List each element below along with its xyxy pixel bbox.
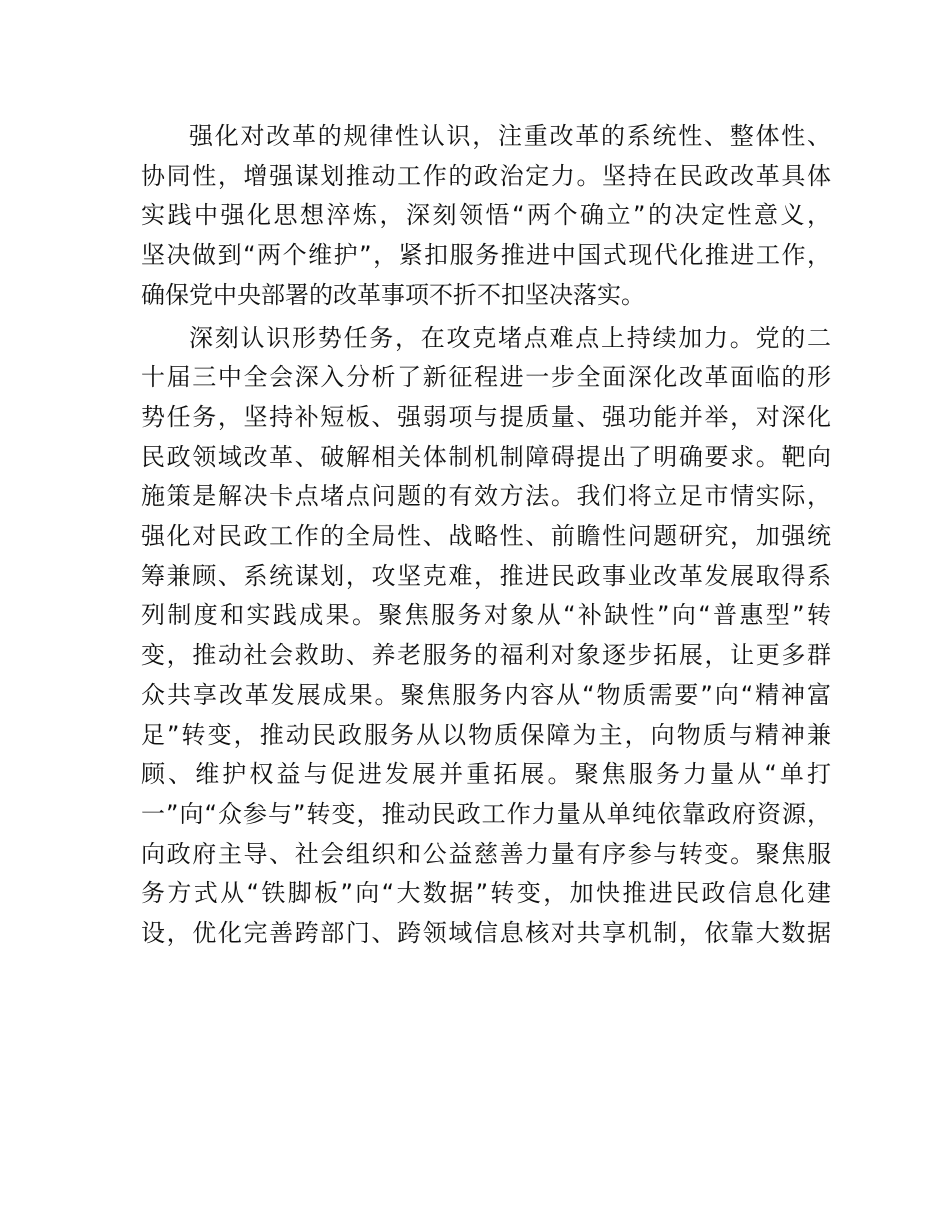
text-line: 施策是解决卡点堵点问题的有效方法。我们将立足市情实际， [141,482,831,511]
paragraph-2 [141,319,831,954]
text-line: 众共享改革发展成果。聚焦服务内容从“物质需要”向“精神富 [141,680,831,709]
text-line: 民政领域改革、破解相关体制机制障碍提出了明确要求。靶向 [141,442,831,471]
text-line: 一”向“众参与”转变，推动民政工作力量从单纯依靠政府资源， [141,799,831,828]
text-line: 向政府主导、社会组织和公益慈善力量有序参与转变。聚焦服 [141,839,831,868]
text-line: 协同性，增强谋划推动工作的政治定力。坚持在民政改革具体 [141,161,831,190]
text-line: 强化对改革的规律性认识，注重改革的系统性、整体性、 [189,122,831,150]
text-line: 实践中强化思想淬炼，深刻领悟“两个确立”的决定性意义， [141,201,831,230]
text-line: 列制度和实践成果。聚焦服务对象从“补缺性”向“普惠型”转 [141,601,831,630]
text-line: 设，优化完善跨部门、跨领域信息核对共享机制，依靠大数据 [141,919,831,948]
text-line: 顾、维护权益与促进发展并重拓展。聚焦服务力量从“单打 [141,760,831,789]
text-line: 强化对民政工作的全局性、战略性、前瞻性问题研究，加强统 [141,522,831,551]
text-line: 十届三中全会深入分析了新征程进一步全面深化改革面临的形 [141,363,831,392]
document-body [141,117,831,954]
text-line: 深刻认识形势任务，在攻克堵点难点上持续加力。党的二 [189,323,831,352]
paragraph-1 [141,117,831,316]
text-line: 筹兼顾、系统谋划，攻坚克难，推进民政事业改革发展取得系 [141,561,831,590]
text-line: 确保党中央部署的改革事项不折不扣坚决落实。 [141,280,645,309]
text-line: 足”转变，推动民政服务从以物质保障为主，向物质与精神兼 [141,720,831,749]
text-line: 变，推动社会救助、养老服务的福利对象逐步拓展，让更多群 [141,641,831,670]
text-line: 势任务，坚持补短板、强弱项与提质量、强功能并举，对深化 [141,402,831,431]
text-line: 务方式从“铁脚板”向“大数据”转变，加快推进民政信息化建 [141,879,831,908]
text-line: 坚决做到“两个维护”，紧扣服务推进中国式现代化推进工作， [141,241,831,270]
